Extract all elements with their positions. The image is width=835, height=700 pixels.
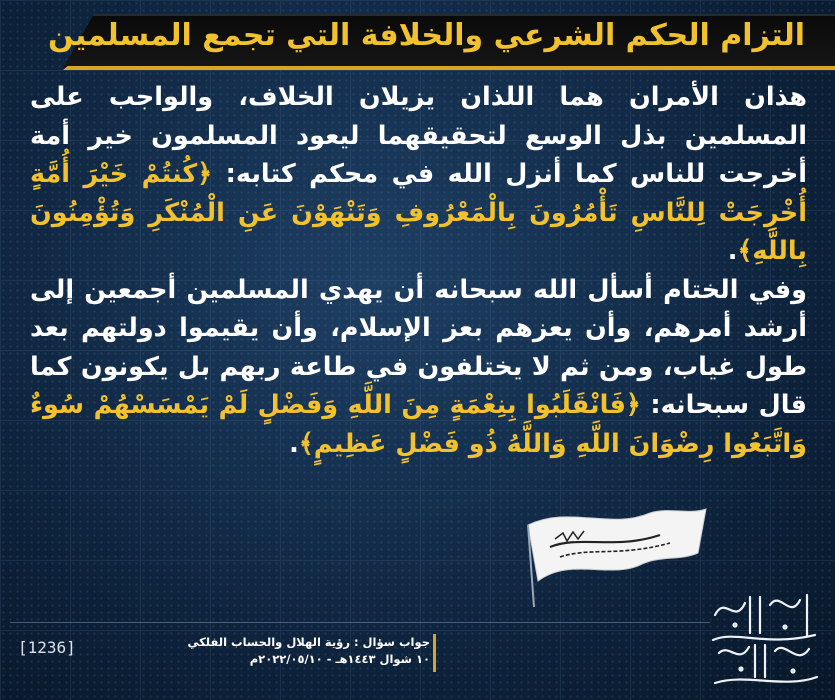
paragraph-2-text: وفي الختام أسأل الله سبحانه أن يهدي المسلمين أجمعين إلى أرشد أمرهم، وأن يعزهم بعز الإسلام، وأن يقيموا دولتهم بعد طول غياب، ومن ثم لا يختلفون في طاعة ربهم بل يكونون كما قال سبحانه: — [30, 274, 807, 420]
paragraph-2 — [30, 271, 807, 464]
quran-verse-2: ﴿فَانْقَلَبُوا بِنِعْمَةٍ مِنَ اللَّهِ وَفَضْلٍ لَمْ يَمْسَسْهُمْ سُوءٌ وَاتَّبَعُوا رِضْوَانَ اللَّهِ وَاللَّهُ ذُو فَضْلٍ عَظِيمٍ﴾ — [30, 390, 807, 459]
paragraph-1-text: هذان الأمران هما اللذان يزيلان الخلاف، والواجب على المسلمين بذل الوسع لتحقيقهما ليعود المسلمون خير أمة أخرجت للناس كما أنزل الله في محكم كتابه: — [30, 82, 808, 189]
paragraph-1-end: . — [727, 236, 738, 266]
paragraph-1 — [30, 78, 807, 271]
title-banner-stripe — [63, 66, 835, 70]
paragraph-2-end: . — [289, 428, 299, 459]
page-title: التزام الحكم الشرعي والخلافة التي تجمع المسلمين — [48, 18, 805, 53]
reference-date: ١٠ شوال ١٤٤٣هـ - ٢٠٢٢/٠٥/١٠م — [249, 652, 430, 666]
white-flag-icon — [520, 495, 710, 615]
calligraphy-signature-icon — [705, 585, 823, 690]
footer-divider — [10, 622, 710, 623]
reference-title: جواب سؤال : رؤية الهلال والحساب الفلكي — [187, 635, 430, 649]
source-reference — [130, 634, 430, 668]
reference-bar — [433, 634, 436, 672]
body-text — [30, 78, 807, 463]
quran-verse-1: ﴿كُنتُمْ خَيْرَ أُمَّةٍ أُخْرِجَتْ لِلنَّاسِ تَأْمُرُونَ بِالْمَعْرُوفِ وَتَنْهَوْنَ عَنِ الْمُنْكَرِ وَتُؤْمِنُونَ بِاللَّهِ﴾ — [30, 159, 807, 266]
post-number: [1236] — [18, 638, 76, 657]
